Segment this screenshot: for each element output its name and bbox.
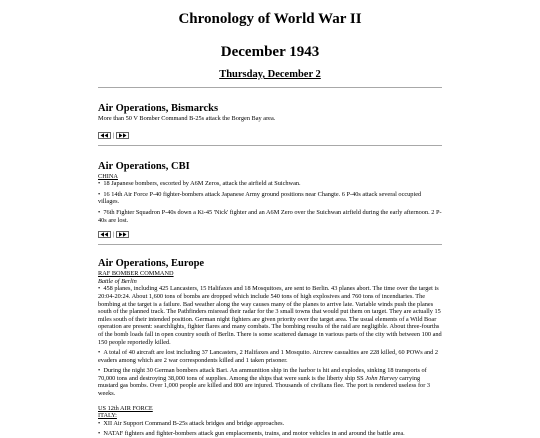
list-item: • XII Air Support Command B-25s attack bridges and bridge approaches. xyxy=(98,419,285,427)
list-item: • NATAF fighters and fighter-bombers attack gun emplacements, trains, and motor vehicles in and around the battle area. xyxy=(98,430,405,438)
list-item: • During the night 30 German bombers attack Bari. An ammunition ship in the harbor is hit and explodes, sinking 18 transports of 70,000 tons and destroying 38,000 tons of supplies. Among the ships that were sunk is the liberty ship SS John Harvey carrying mustard gas bombs. Over 1,000 people are killed and 800 are injured. Thousands of civilians flee. The port is rendered useless for 3 weeks. xyxy=(98,367,431,398)
next-day-button[interactable] xyxy=(116,231,129,238)
next-day-button[interactable] xyxy=(116,132,129,139)
prev-day-button[interactable] xyxy=(98,231,111,238)
double-chevron-right-icon xyxy=(116,132,129,139)
day-heading: Thursday, December 2 xyxy=(219,69,321,80)
divider xyxy=(98,244,442,245)
subheading-raf: RAF BOMBER COMMAND xyxy=(98,270,174,278)
section-cbi xyxy=(98,160,442,240)
divider xyxy=(98,145,442,146)
section-title: Air Operations, Europe xyxy=(98,258,205,270)
subheading-italy: ITALY: xyxy=(98,412,117,420)
section-text: More than 50 V Bomber Command B-25s attack the Borgen Bay area. xyxy=(98,115,276,122)
list-item: • 458 planes, including 425 Lancasters, 15 Halifaxes and 18 Mosquitoes, are sent to Berlin. 43 planes abort. The time over the target is 20:04-20:24. About 1,600 tons of bombs are dropped which include 540 tons of high explosives and 760 tons of incendiaries. The bombing at the target is a failure. Bad weather along the way causes many of the planes to arrive late. Variable winds push the planes south of the planned track. The Pathfinders misread their radar for the 3 small towns that would put them on target. They are actually 15 miles south of their intended position. German night fighters are given priority over the target area. The usual elements of a Wild Boar operation are present: searchlights, fighter flares and many combats. The bombing results of the raid are negligible. About three-fourths of the bomb loads fall in open country south of Berlin. There is some scattered damage in various parts of the city with between 100 and 150 people reportedly killed. xyxy=(98,285,442,346)
section-nav xyxy=(98,131,442,140)
divider xyxy=(98,87,442,88)
section-bismarcks xyxy=(98,102,442,140)
section-europe xyxy=(98,257,442,438)
double-chevron-left-icon xyxy=(98,132,111,139)
list-item: • 16 14th Air Force P-40 fighter-bombers attack Japanese Army ground positions near Changte. 6 P-40s attack several occupied villages. xyxy=(98,190,422,206)
subsubheading-battle: Battle of Berlin xyxy=(98,277,137,285)
nav-separator: | xyxy=(113,131,115,139)
prev-day-button[interactable] xyxy=(98,132,111,139)
page-title: Chronology of World War II xyxy=(178,11,362,27)
subheading-us-12th: US 12th AIR FORCE xyxy=(98,404,153,412)
section-nav xyxy=(98,230,442,239)
month-heading: December 1943 xyxy=(220,44,320,60)
list-item: • 18 Japanese bombers, escorted by A6M Zeros, attack the airfield at Suichwan. xyxy=(98,180,301,188)
double-chevron-left-icon xyxy=(98,231,111,238)
section-title: Air Operations, Bismarcks xyxy=(98,103,219,114)
double-chevron-right-icon xyxy=(116,231,129,238)
subheading-china: CHINA xyxy=(98,172,118,180)
list-item: • 76th Fighter Squadron P-40s down a Ki-45 'Nick' fighter and an A6M Zero over the Suichwan airfield during the early afternoon. 2 P-40s are lost. xyxy=(98,208,442,224)
section-title: Air Operations, CBI xyxy=(98,160,190,172)
nav-separator: | xyxy=(113,231,115,239)
list-item: • A total of 40 aircraft are lost including 37 Lancasters, 2 Halifaxes and 1 Mosquito. Aircrew casualties are 228 killed, 60 POWs and 2 evaders among which are 2 war correspondents killed and 1 taken prisoner. xyxy=(98,349,439,364)
